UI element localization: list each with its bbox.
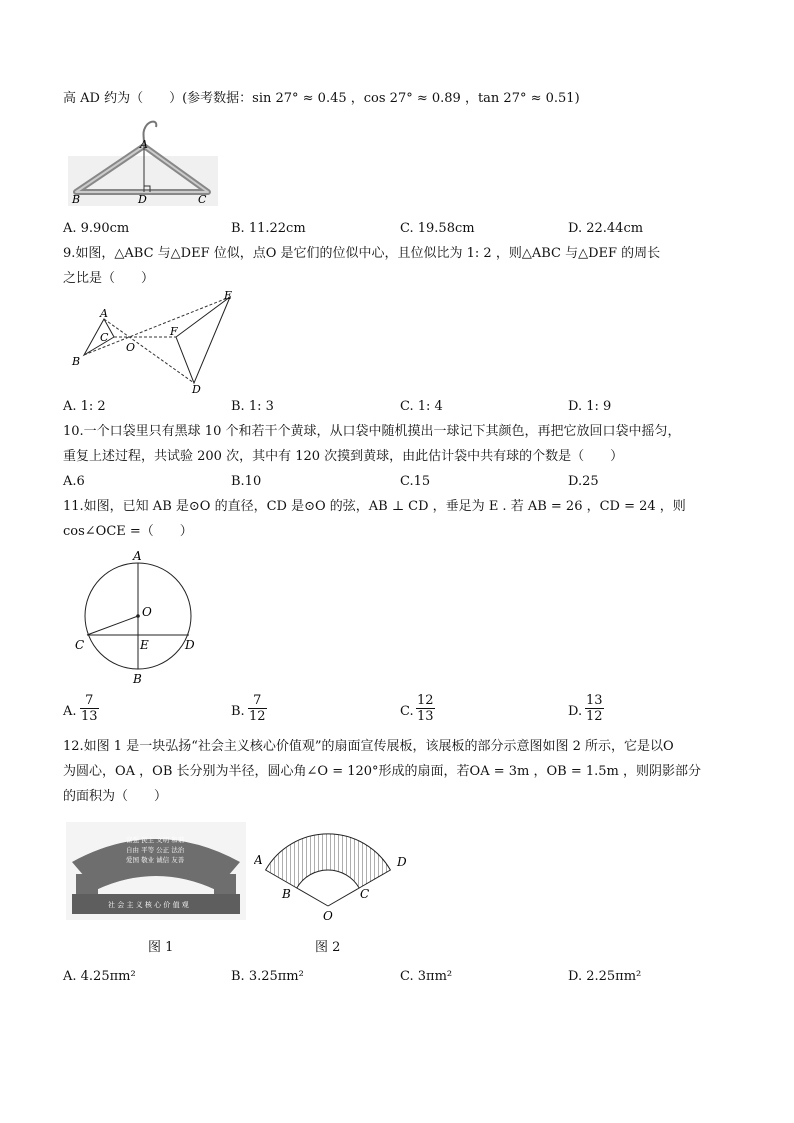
q10-stem-line1: 10.一个口袋里只有黑球 10 个和若干个黄球，从口袋中随机摸出一球记下其颜色，再把它放回口袋中摇匀，	[63, 424, 681, 439]
q9-stem-line2: 之比是（ ）	[63, 271, 155, 286]
q8-option-a: A. 9.90cm	[63, 221, 130, 236]
q11-option-b-fraction	[248, 693, 267, 724]
label-B: B	[133, 672, 142, 686]
denominator: 13	[417, 709, 434, 724]
label-A: A	[254, 853, 263, 867]
option-letter: A.	[63, 704, 77, 719]
numerator: 7	[80, 693, 99, 709]
q9-stem-line1: 9.如图，△ABC 与△DEF 位似，点O 是它们的位似中心，且位似比为 1: 2 ，则△ABC 与△DEF 的周长	[63, 246, 661, 261]
label-E: E	[224, 289, 233, 302]
similar-triangles-figure	[64, 287, 244, 395]
label-B: B	[72, 355, 81, 368]
figure-1-caption: 图 1	[148, 940, 174, 955]
label-A: A	[133, 549, 142, 563]
label-F: F	[170, 325, 178, 338]
label-D: D	[397, 855, 407, 869]
label-C: C	[360, 887, 370, 901]
q12-stem-line2: 为圆心，OA ，OB 长分别为半径，圆心角∠O = 120°形成的扇面，若OA = 3m ，OB = 1.5m ，则阴影部分	[63, 764, 701, 779]
q11-option-a-fraction	[80, 693, 99, 724]
label-A: A	[140, 138, 148, 151]
q8-stem: 高 AD 约为（ ）(参考数据：sin 27° ≈ 0.45 ，cos 27° ≈ 0.89 ，tan 27° ≈ 0.51)	[63, 91, 580, 106]
fan-panel-photo	[66, 822, 246, 920]
option-letter: C.	[400, 704, 414, 719]
label-C: C	[75, 638, 85, 652]
label-E: E	[140, 638, 149, 652]
q11-option-c	[400, 703, 414, 721]
denominator: 13	[81, 709, 98, 724]
q10-option-d: D.25	[568, 474, 599, 489]
label-D: D	[138, 193, 147, 206]
label-O: O	[126, 341, 136, 354]
panel-row1: 富强 民主 文明 和谐	[126, 836, 185, 844]
q11-option-d	[568, 703, 582, 721]
label-A: A	[100, 307, 108, 320]
q12-option-c: C. 3πm²	[400, 969, 453, 984]
label-O: O	[323, 909, 333, 922]
q9-option-b: B. 1: 3	[231, 399, 274, 414]
denominator: 12	[586, 709, 603, 724]
label-B: B	[282, 887, 291, 901]
q11-stem-line1: 11.如图，已知 AB 是⊙O 的直径，CD 是⊙O 的弦，AB ⊥ CD ，垂足为 E . 若 AB = 26 ，CD = 24 ，则	[63, 499, 686, 514]
figure-2-caption: 图 2	[315, 940, 341, 955]
q9-option-d: D. 1: 9	[568, 399, 612, 414]
option-letter: B.	[231, 704, 245, 719]
label-B: B	[72, 193, 81, 206]
annular-sector-figure	[254, 810, 414, 922]
q12-stem-line3: 的面积为（ ）	[63, 789, 168, 804]
q11-option-c-fraction	[416, 693, 435, 724]
q9-option-c: C. 1: 4	[400, 399, 443, 414]
numerator: 12	[417, 693, 434, 708]
q9-option-a: A. 1: 2	[63, 399, 106, 414]
panel-row2: 自由 平等 公正 法治	[126, 846, 185, 854]
label-D: D	[185, 638, 195, 652]
q10-option-c: C.15	[400, 474, 431, 489]
panel-base-text: 社 会 主 义 核 心 价 值 观	[108, 901, 189, 909]
label-C: C	[100, 331, 109, 344]
label-D: D	[192, 383, 201, 395]
denominator: 12	[249, 709, 266, 724]
q12-option-d: D. 2.25πm²	[568, 969, 642, 984]
numerator: 7	[248, 693, 267, 709]
q11-option-b	[231, 703, 245, 721]
numerator: 13	[586, 693, 603, 708]
circle-figure	[70, 546, 210, 688]
option-letter: D.	[568, 704, 583, 719]
q12-option-a: A. 4.25πm²	[63, 969, 136, 984]
q8-option-c: C. 19.58cm	[400, 221, 475, 236]
q8-option-b: B. 11.22cm	[231, 221, 306, 236]
q12-stem-line1: 12.如图 1 是一块弘扬“社会主义核心价值观”的扇面宣传展板，该展板的部分示意图如图 2 所示，它是以O	[63, 739, 674, 754]
q8-option-d: D. 22.44cm	[568, 221, 644, 236]
q11-option-d-fraction	[585, 693, 604, 724]
label-O: O	[142, 605, 152, 619]
hanger-figure	[68, 114, 218, 210]
q10-stem-line2: 重复上述过程，共试验 200 次，其中有 120 次摸到黄球，由此估计袋中共有球的个数是（ ）	[63, 449, 624, 464]
label-C: C	[198, 193, 207, 206]
q11-stem-line2: cos∠OCE =（ ）	[63, 524, 193, 539]
q10-option-b: B.10	[231, 474, 262, 489]
q10-option-a: A.6	[63, 474, 85, 489]
q12-option-b: B. 3.25πm²	[231, 969, 304, 984]
panel-row3: 爱国 敬业 诚信 友善	[126, 856, 185, 864]
q11-option-a	[63, 703, 77, 721]
